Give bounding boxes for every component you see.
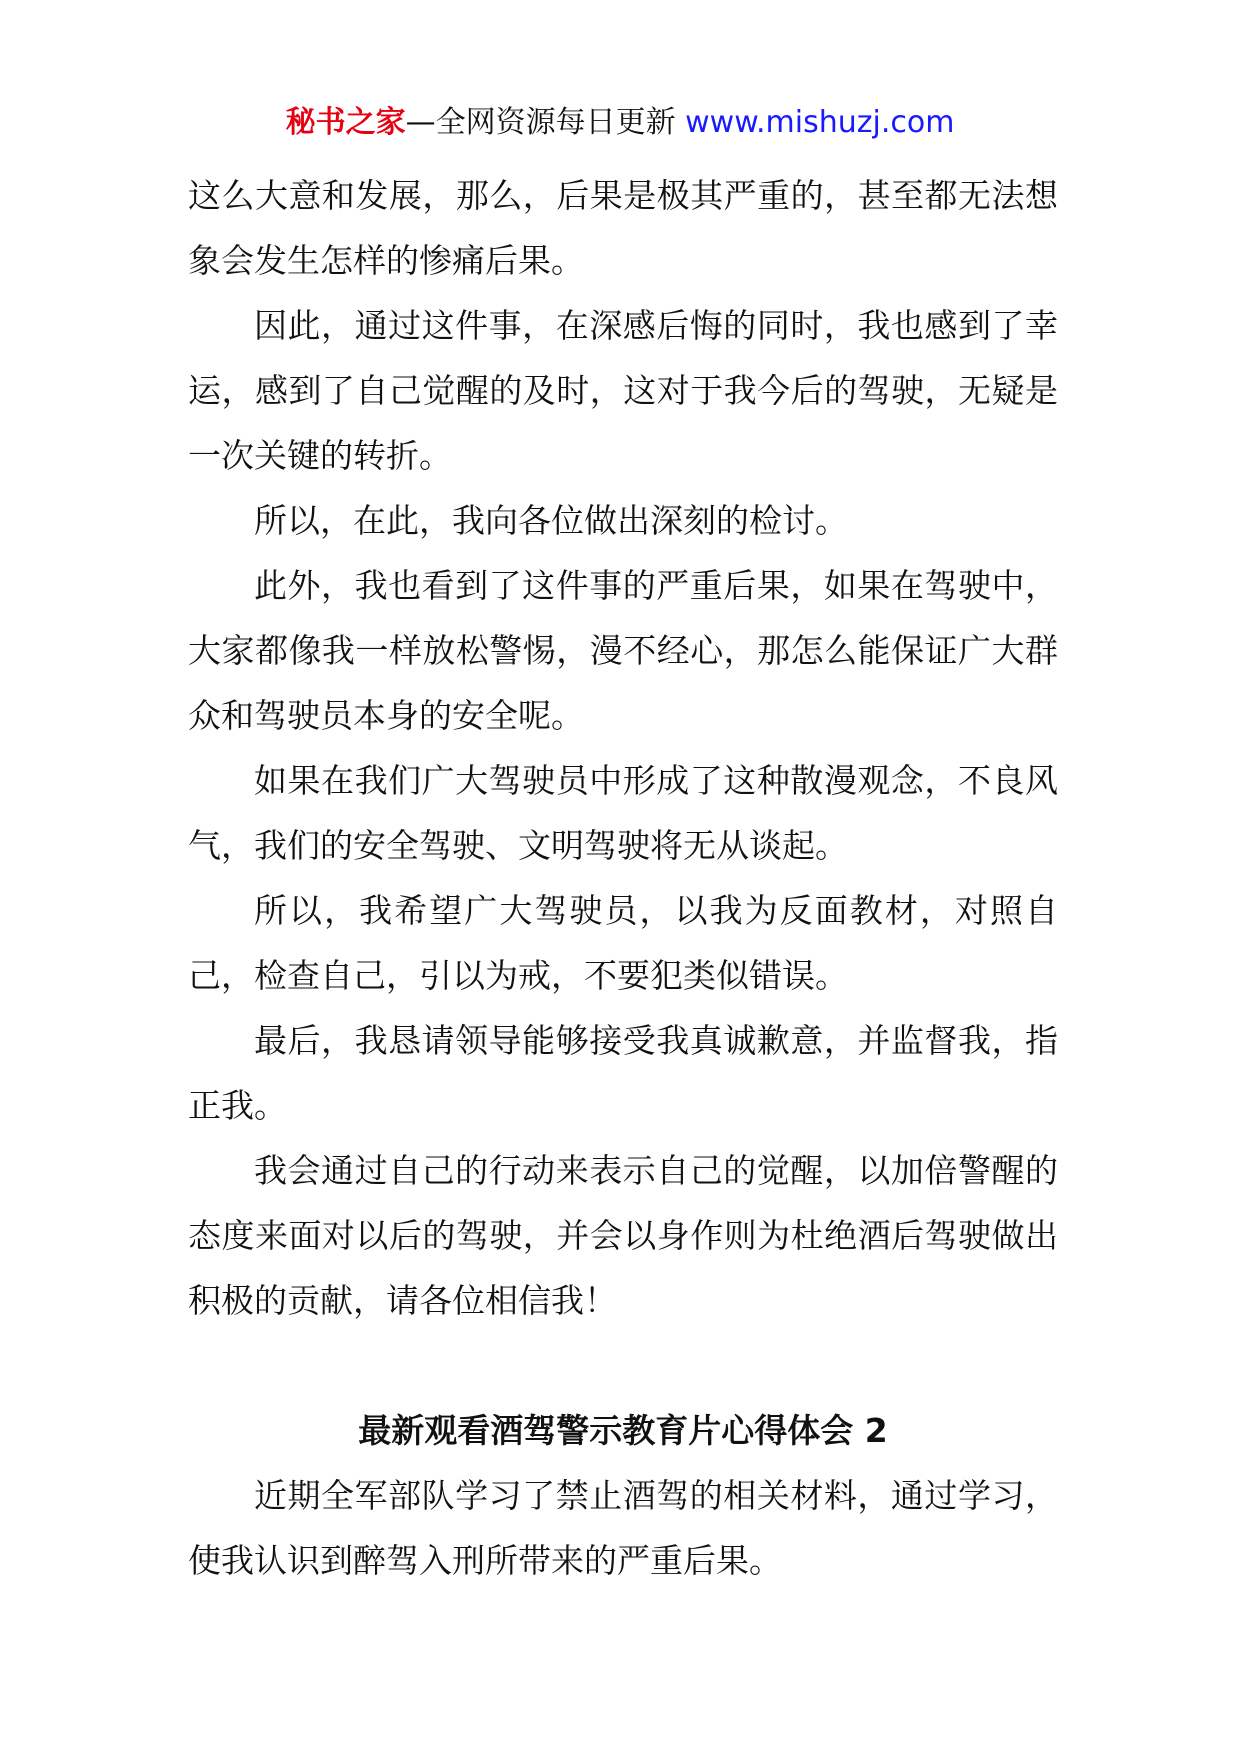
paragraph: 我会通过自己的行动来表示自己的觉醒，以加倍警醒的态度来面对以后的驾驶，并会以身作则为杜绝酒后驾驶做出积极的贡献，请各位相信我！ [188, 1151, 1058, 1320]
section-title: 最新观看酒驾警示教育片心得体会 2 [358, 1411, 888, 1450]
paragraph: 所以，我希望广大驾驶员，以我为反面教材，对照自己，检查自己，引以为戒，不要犯类似错误。 [188, 891, 1058, 995]
header-brand: 秘书之家 [285, 105, 406, 140]
paragraph: 所以，在此，我向各位做出深刻的检讨。 [254, 501, 848, 540]
header-tagline: —全网资源每日更新 [405, 105, 676, 140]
header-url-link[interactable]: www.mishuzj.com [685, 105, 955, 140]
paragraph: 近期全军部队学习了禁止酒驾的相关材料，通过学习，使我认识到醉驾入刑所带来的严重后果。 [188, 1476, 1058, 1580]
paragraph: 此外，我也看到了这件事的严重后果，如果在驾驶中，大家都像我一样放松警惕，漫不经心，那怎么能保证广大群众和驾驶员本身的安全呢。 [188, 566, 1058, 735]
document-body [188, 163, 1058, 1593]
page-header [0, 101, 1240, 145]
paragraph: 因此，通过这件事，在深感后悔的同时，我也感到了幸运，感到了自己觉醒的及时，这对于我今后的驾驶，无疑是一次关键的转折。 [188, 306, 1058, 475]
paragraph: 最后，我恳请领导能够接受我真诚歉意，并监督我，指正我。 [188, 1021, 1058, 1125]
paragraph: 这么大意和发展，那么，后果是极其严重的，甚至都无法想象会发生怎样的惨痛后果。 [188, 176, 1058, 280]
paragraph: 如果在我们广大驾驶员中形成了这种散漫观念，不良风气，我们的安全驾驶、文明驾驶将无从谈起。 [188, 761, 1058, 865]
